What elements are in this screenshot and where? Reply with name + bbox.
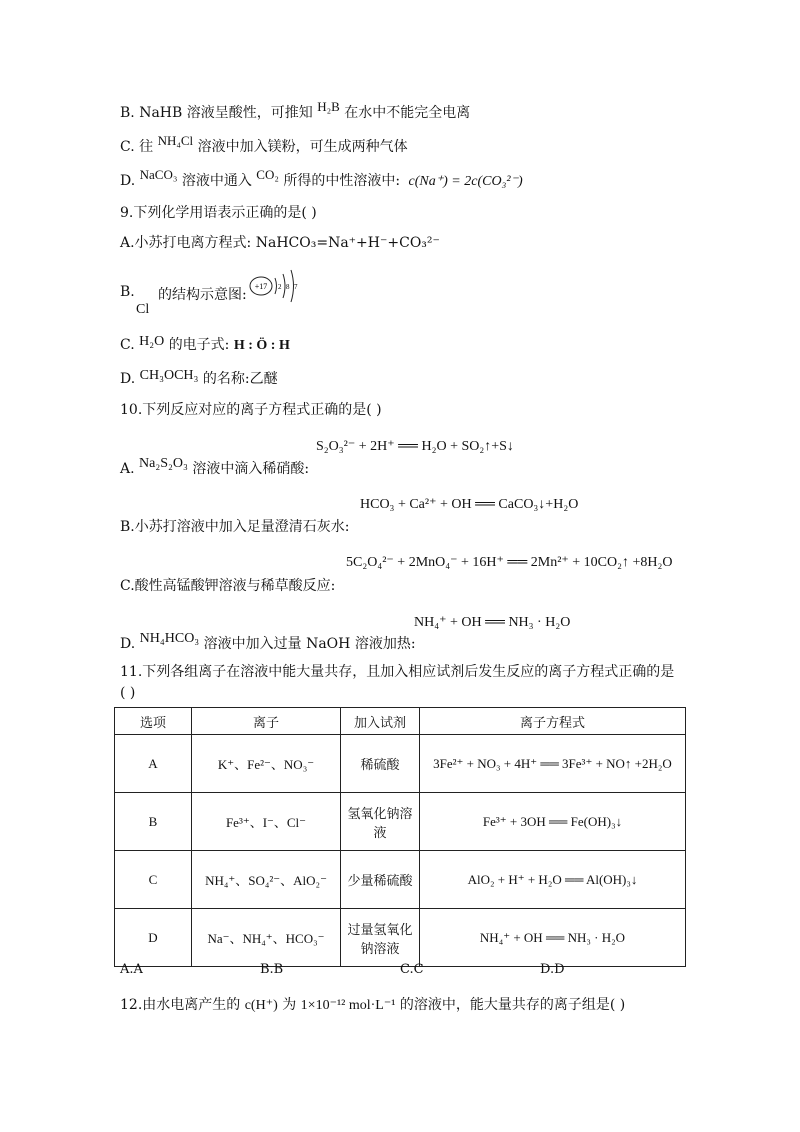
- q12-text3: 的溶液中，能大量共存的离子组是( ): [399, 997, 626, 1013]
- row-d-option: D: [115, 909, 192, 967]
- row-d-reagent: 过量氢氧化钠溶液: [341, 909, 420, 967]
- q10-option-c: C.酸性高锰酸钾溶液与稀草酸反应:: [120, 578, 336, 594]
- q8-d-formula1: NaCO₃: [139, 167, 178, 182]
- q9-option-a: A.小苏打电离方程式: NaHCO₃=Na⁺+H⁻+CO₃²⁻: [120, 235, 440, 251]
- header-ions: 离子: [192, 708, 341, 735]
- q9-b-text: 的结构示意图:: [158, 287, 247, 303]
- q9-stem: 9.下列化学用语表示正确的是( ): [120, 205, 317, 221]
- q9-d-label: D.: [120, 371, 136, 387]
- q10-d-formula: NH₄HCO₃: [139, 631, 200, 646]
- q8-d-formula2: CO₂: [256, 167, 279, 182]
- header-reagent: 加入试剂: [341, 708, 420, 735]
- q8-b-formula: H₂B: [317, 99, 340, 114]
- table-row: [115, 851, 686, 909]
- q11-stem: 11.下列各组离子在溶液中能大量共存，且加入相应试剂后发生反应的离子方程式正确的是: [120, 664, 675, 680]
- shell-3-count: 7: [294, 283, 298, 291]
- q10-a-text: 溶液中滴入稀硝酸:: [192, 461, 310, 477]
- header-option: 选项: [115, 708, 192, 735]
- q11-option-b[interactable]: B.B: [260, 962, 284, 977]
- q10-option-a: [120, 458, 309, 478]
- nucleus-label: +17: [254, 282, 268, 291]
- q8-d-equation: c(Na⁺) = 2c(CO₃²⁻): [408, 174, 523, 189]
- q8-option-d: [120, 167, 523, 190]
- q10-d-text: 溶液中加入过量 NaOH 溶液加热:: [203, 636, 416, 652]
- q11-option-d[interactable]: D.D: [540, 962, 565, 977]
- row-d-equation: NH₄⁺ + OH ══ NH₃ · H₂O: [420, 909, 686, 967]
- q11-option-a[interactable]: A.A: [120, 962, 143, 977]
- row-c-equation: AlO₂ + H⁺ + H₂O ══ Al(OH)₃↓: [420, 851, 686, 909]
- table-row: [115, 793, 686, 851]
- q12-text2: 为: [282, 997, 297, 1013]
- q12-value: 1×10⁻¹² mol·L⁻¹: [300, 998, 396, 1013]
- q8-c-text2: 溶液中加入镁粉，可生成两种气体: [197, 139, 408, 155]
- row-a-equation: 3Fe²⁺ + NO₃ + 4H⁺ ══ 3Fe³⁺ + NO↑ +2H₂O: [420, 735, 686, 793]
- row-d-ions: Na⁻、NH₄⁺、HCO₃⁻: [192, 909, 341, 967]
- q8-b-text1: B. NaHB 溶液呈酸性，可推知: [120, 105, 313, 121]
- row-a-reagent: 稀硫酸: [341, 735, 420, 793]
- q10-d-label: D.: [120, 636, 136, 652]
- q9-b-label: B.: [120, 284, 135, 300]
- q8-d-text3: 所得的中性溶液中:: [283, 173, 401, 189]
- q11-option-c[interactable]: C.C: [400, 962, 424, 977]
- q8-d-text2: 溶液中通入: [181, 173, 252, 189]
- q8-c-formula: NH₄Cl: [157, 133, 194, 148]
- chlorine-atom-structure-diagram: [248, 266, 308, 306]
- q10-option-b: B.小苏打溶液中加入足量澄清石灰水:: [120, 519, 350, 535]
- q9-c-text: 的电子式:: [168, 337, 230, 353]
- shell-2-count: 8: [286, 283, 290, 291]
- q10-a-equation: S₂O₃²⁻ + 2H⁺ ══ H₂O + SO₂↑+S↓: [316, 439, 514, 454]
- row-a-ions: K⁺、Fe²⁻、NO₃⁻: [192, 735, 341, 793]
- q10-option-d: [120, 633, 416, 653]
- row-c-option: C: [115, 851, 192, 909]
- row-b-equation: Fe³⁺ + 3OH ══ Fe(OH)₃↓: [420, 793, 686, 851]
- table-row: [115, 909, 686, 967]
- shell-1-count: 2: [278, 283, 282, 291]
- q9-c-label: C.: [120, 337, 135, 353]
- q9-d-text: 的名称:乙醚: [202, 371, 278, 387]
- row-b-option: B: [115, 793, 192, 851]
- q10-b-equation: HCO₃ + Ca²⁺ + OH ══ CaCO₃↓+H₂O: [360, 497, 579, 512]
- q10-d-equation: NH₄⁺ + OH ══ NH₃ · H₂O: [414, 615, 571, 630]
- q9-c-electron-formula: H : Ö : H: [233, 338, 290, 353]
- row-b-ions: Fe³⁺、I⁻、Cl⁻: [192, 793, 341, 851]
- q9-option-d: [120, 368, 278, 388]
- q9-option-c: [120, 334, 290, 354]
- q11-table: [114, 707, 686, 967]
- q9-d-formula: CH₃OCH₃: [139, 368, 199, 383]
- q10-stem: 10.下列反应对应的离子方程式正确的是( ): [120, 402, 382, 418]
- q8-b-text2: 在水中不能完全电离: [344, 105, 471, 121]
- q10-c-equation: 5C₂O₄²⁻ + 2MnO₄⁻ + 16H⁺ ══ 2Mn²⁺ + 10CO₂↑ +8H₂O: [346, 555, 673, 570]
- q8-c-text1: C. 往: [120, 139, 154, 155]
- q9-c-formula: H₂O: [139, 334, 165, 349]
- row-c-reagent: 少量稀硫酸: [341, 851, 420, 909]
- q10-a-formula: Na₂S₂O₃: [139, 456, 188, 471]
- q8-option-c: [120, 133, 408, 156]
- q8-option-b: [120, 99, 471, 122]
- q12-stem: [120, 994, 625, 1014]
- q10-a-label: A.: [120, 461, 135, 477]
- row-b-reagent: 氢氧化钠溶液: [341, 793, 420, 851]
- header-equation: 离子方程式: [420, 708, 686, 735]
- table-header-row: [115, 708, 686, 735]
- row-c-ions: NH₄⁺、SO₄²⁻、AlO₂⁻: [192, 851, 341, 909]
- table-row: [115, 735, 686, 793]
- q8-d-text1: D.: [120, 173, 136, 189]
- q9-b-cl: Cl: [136, 302, 150, 317]
- row-a-option: A: [115, 735, 192, 793]
- q11-stem-paren: ( ): [120, 685, 136, 701]
- q12-concentration: c(H⁺): [244, 998, 278, 1013]
- q12-text1: 12.由水电离产生的: [120, 997, 241, 1013]
